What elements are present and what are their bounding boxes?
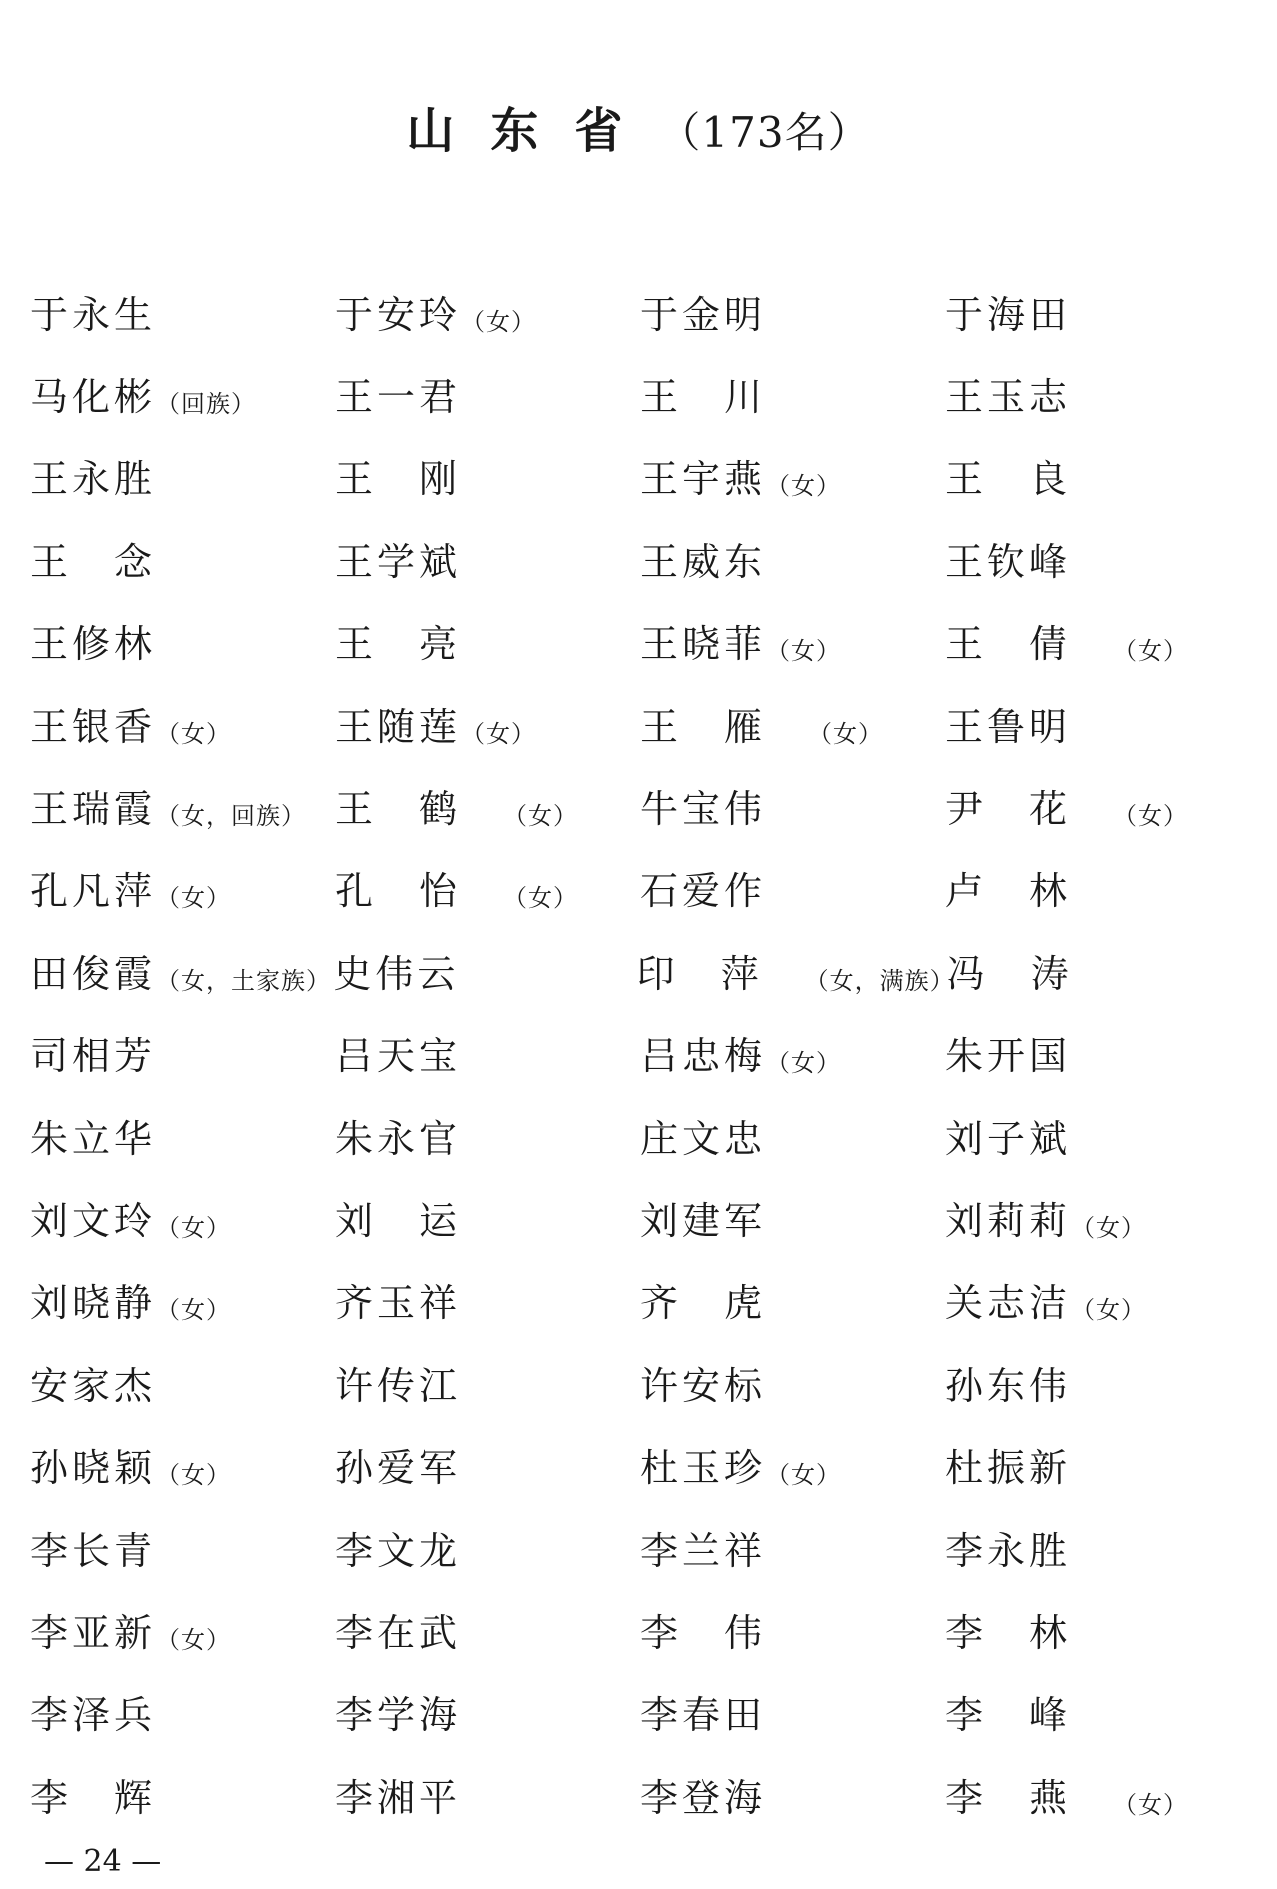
name-entry [30, 778, 335, 833]
delegate-note: （女） [1071, 1213, 1147, 1242]
name-entry [335, 1520, 640, 1575]
delegate-name: 王宇燕 [640, 457, 767, 502]
name-row [30, 435, 1250, 517]
name-entry [335, 1684, 640, 1739]
delegate-name: 刘子斌 [945, 1116, 1072, 1161]
delegate-name: 李在武 [335, 1610, 462, 1655]
name-entry [640, 778, 945, 833]
name-entry [30, 1190, 335, 1245]
name-entry [335, 613, 640, 668]
delegate-name: 安家杰 [30, 1363, 157, 1408]
name-entry [335, 284, 640, 339]
name-entry [335, 1025, 640, 1080]
delegate-name: 王学斌 [335, 539, 462, 584]
name-entry [335, 1355, 640, 1410]
delegate-note: （女） [156, 1461, 232, 1490]
delegate-name: 朱永官 [335, 1116, 462, 1161]
delegate-name: 关志洁 [945, 1281, 1072, 1326]
delegate-name: 司相芳 [30, 1034, 157, 1079]
name-entry [30, 1520, 335, 1575]
delegate-note: （女） [156, 1625, 232, 1654]
delegate-name: 王雁 [640, 704, 809, 749]
delegate-name: 王瑞霞 [30, 787, 157, 832]
delegate-name: 李伟 [640, 1610, 809, 1655]
name-entry [640, 1272, 945, 1327]
name-entry [640, 1108, 945, 1163]
name-row [30, 1176, 1250, 1258]
delegate-name: 于金明 [640, 292, 767, 337]
delegate-name: 李泽兵 [30, 1693, 157, 1738]
name-entry [945, 366, 1250, 421]
delegate-name: 杜振新 [945, 1446, 1072, 1491]
delegate-name: 王随莲 [335, 704, 462, 749]
delegate-note: （女） [503, 802, 579, 831]
delegate-name: 田俊霞 [30, 951, 157, 996]
delegate-note: （女） [1113, 1790, 1189, 1819]
name-row [30, 352, 1250, 434]
name-entry [640, 531, 945, 586]
name-entry [335, 1190, 640, 1245]
name-row [30, 1012, 1250, 1094]
delegate-note: （女） [808, 719, 884, 748]
delegate-name: 李长青 [30, 1528, 157, 1573]
delegate-note: （女） [766, 1461, 842, 1490]
name-entry [335, 366, 640, 421]
delegate-note: （女） [766, 1049, 842, 1078]
name-entry [945, 531, 1250, 586]
name-entry [640, 284, 945, 339]
delegate-note: （女） [156, 1296, 232, 1325]
delegate-name: 许安标 [640, 1363, 767, 1408]
delegate-name: 牛宝伟 [640, 787, 767, 832]
delegate-name: 王钦峰 [945, 539, 1072, 584]
name-row [30, 847, 1250, 929]
name-entry [30, 284, 335, 339]
delegate-name: 刘运 [335, 1198, 504, 1243]
name-row [30, 1753, 1250, 1835]
delegate-name: 吕天宝 [335, 1034, 462, 1079]
delegate-note: （回族） [156, 390, 257, 419]
name-row [30, 270, 1250, 352]
name-entry [335, 1602, 640, 1657]
delegate-name: 刘建军 [640, 1198, 767, 1243]
name-entry [945, 1767, 1250, 1822]
delegate-name: 许传江 [335, 1363, 462, 1408]
name-row [30, 600, 1250, 682]
name-entry [30, 1355, 335, 1410]
delegate-name: 王良 [945, 457, 1114, 502]
name-entry [30, 1602, 335, 1657]
delegate-name: 孙爱军 [335, 1446, 462, 1491]
delegate-name: 冯涛 [946, 951, 1115, 996]
name-entry [945, 860, 1250, 915]
name-row [30, 764, 1250, 846]
delegate-name: 齐玉祥 [335, 1281, 462, 1326]
delegate-name: 刘莉莉 [945, 1198, 1072, 1243]
delegate-name: 王玉志 [945, 375, 1072, 420]
name-entry [335, 1767, 640, 1822]
name-row [30, 1506, 1250, 1588]
name-entry [636, 943, 955, 998]
delegate-name: 齐虎 [640, 1281, 809, 1326]
delegate-name: 马化彬 [30, 375, 157, 420]
delegate-name: 于安玲 [335, 292, 462, 337]
delegate-note: （女，回族） [156, 802, 307, 831]
name-entry [945, 1190, 1250, 1245]
name-entry [945, 1437, 1250, 1492]
name-entry [335, 1108, 640, 1163]
delegate-name: 李登海 [640, 1775, 767, 1820]
name-entry [947, 943, 1250, 998]
name-entry [333, 943, 636, 998]
page-title [0, 92, 1277, 161]
name-entry [945, 1520, 1250, 1575]
delegate-name: 刘晓静 [30, 1281, 157, 1326]
name-entry [640, 1767, 945, 1822]
name-entry [640, 1025, 945, 1080]
name-entry [945, 1684, 1250, 1739]
name-row [30, 1259, 1250, 1341]
name-entry [30, 1767, 335, 1822]
name-entry [945, 1602, 1250, 1657]
delegate-note: （女） [1113, 802, 1189, 831]
delegate-name: 李峰 [945, 1693, 1114, 1738]
province-title: 山东省 [406, 103, 659, 159]
delegate-name: 朱开国 [945, 1034, 1072, 1079]
name-row [30, 1341, 1250, 1423]
name-entry [640, 1190, 945, 1245]
delegate-name: 李辉 [30, 1775, 199, 1820]
name-entry [335, 778, 640, 833]
delegate-name: 孙东伟 [945, 1363, 1072, 1408]
name-row [30, 929, 1250, 1011]
delegate-name: 王修林 [30, 622, 157, 667]
delegate-name: 李燕 [945, 1775, 1114, 1820]
name-entry [335, 1437, 640, 1492]
delegate-count: （173名） [658, 108, 871, 157]
name-entry [30, 531, 335, 586]
name-entry [640, 1355, 945, 1410]
delegate-name: 李兰祥 [640, 1528, 767, 1573]
name-entry [640, 860, 945, 915]
name-row [30, 1094, 1250, 1176]
delegate-note: （女） [1071, 1296, 1147, 1325]
name-row [30, 1671, 1250, 1753]
delegate-name: 王刚 [335, 457, 504, 502]
delegate-note: （女，满族） [804, 966, 955, 995]
delegate-name: 李文龙 [335, 1528, 462, 1573]
name-entry [335, 1272, 640, 1327]
delegate-name: 王念 [30, 539, 199, 584]
name-entry [640, 1602, 945, 1657]
delegate-name: 王鹤 [335, 787, 504, 832]
delegate-name: 李亚新 [30, 1610, 157, 1655]
delegate-name: 王一君 [335, 375, 462, 420]
delegate-name: 王倩 [945, 622, 1114, 667]
page-number: — 24 — [44, 1844, 162, 1879]
name-entry [945, 613, 1250, 668]
delegate-name: 王鲁明 [945, 704, 1072, 749]
delegate-name: 李永胜 [945, 1528, 1072, 1573]
delegate-name: 孔凡萍 [30, 869, 157, 914]
name-entry [30, 613, 335, 668]
name-row [30, 682, 1250, 764]
delegate-name: 王晓菲 [640, 622, 767, 667]
delegate-name: 朱立华 [30, 1116, 157, 1161]
name-entry [30, 943, 333, 998]
name-entry [945, 1272, 1250, 1327]
delegate-name: 杜玉珍 [640, 1446, 767, 1491]
delegate-name: 史伟云 [333, 951, 460, 996]
delegate-name: 王永胜 [30, 457, 157, 502]
delegate-name: 孔怡 [335, 869, 504, 914]
name-entry [640, 613, 945, 668]
name-entry [30, 696, 335, 751]
name-row [30, 1423, 1250, 1505]
delegate-name: 孙晓颖 [30, 1446, 157, 1491]
name-entry [945, 448, 1250, 503]
name-entry [30, 1684, 335, 1739]
name-entry [945, 284, 1250, 339]
name-entry [30, 366, 335, 421]
delegate-note: （女） [766, 637, 842, 666]
delegate-note: （女，土家族） [156, 966, 332, 995]
name-entry [30, 1025, 335, 1080]
name-entry [945, 696, 1250, 751]
delegate-name: 石爱作 [640, 869, 767, 914]
delegate-name: 庄文忠 [640, 1116, 767, 1161]
name-entry [945, 1025, 1250, 1080]
name-entry [30, 1108, 335, 1163]
name-entry [640, 366, 945, 421]
name-entry [640, 448, 945, 503]
delegate-name: 李林 [945, 1610, 1114, 1655]
name-list [30, 270, 1250, 1835]
name-row [30, 517, 1250, 599]
delegate-note: （女） [156, 719, 232, 748]
delegate-note: （女） [1113, 637, 1189, 666]
name-entry [335, 448, 640, 503]
delegate-name: 于海田 [945, 292, 1072, 337]
name-entry [640, 1437, 945, 1492]
name-entry [640, 1684, 945, 1739]
delegate-note: （女） [461, 719, 537, 748]
name-entry [30, 1272, 335, 1327]
name-row [30, 1588, 1250, 1670]
name-entry [945, 778, 1250, 833]
name-entry [335, 696, 640, 751]
name-entry [335, 531, 640, 586]
name-entry [640, 696, 945, 751]
delegate-note: （女） [461, 307, 537, 336]
delegate-name: 于永生 [30, 292, 157, 337]
delegate-note: （女） [156, 884, 232, 913]
name-entry [335, 860, 640, 915]
name-entry [640, 1520, 945, 1575]
delegate-name: 刘文玲 [30, 1198, 157, 1243]
delegate-name: 卢林 [945, 869, 1114, 914]
delegate-name: 李春田 [640, 1693, 767, 1738]
delegate-note: （女） [766, 472, 842, 501]
delegate-note: （女） [503, 884, 579, 913]
delegate-name: 尹花 [945, 787, 1114, 832]
name-entry [30, 448, 335, 503]
delegate-name: 李学海 [335, 1693, 462, 1738]
name-entry [30, 860, 335, 915]
delegate-name: 王威东 [640, 539, 767, 584]
name-entry [945, 1108, 1250, 1163]
delegate-name: 吕忠梅 [640, 1034, 767, 1079]
delegate-name: 王川 [640, 375, 809, 420]
name-entry [945, 1355, 1250, 1410]
delegate-note: （女） [156, 1213, 232, 1242]
delegate-name: 王银香 [30, 704, 157, 749]
name-entry [30, 1437, 335, 1492]
delegate-name: 李湘平 [335, 1775, 462, 1820]
delegate-name: 印萍 [636, 951, 805, 996]
delegate-name: 王亮 [335, 622, 504, 667]
